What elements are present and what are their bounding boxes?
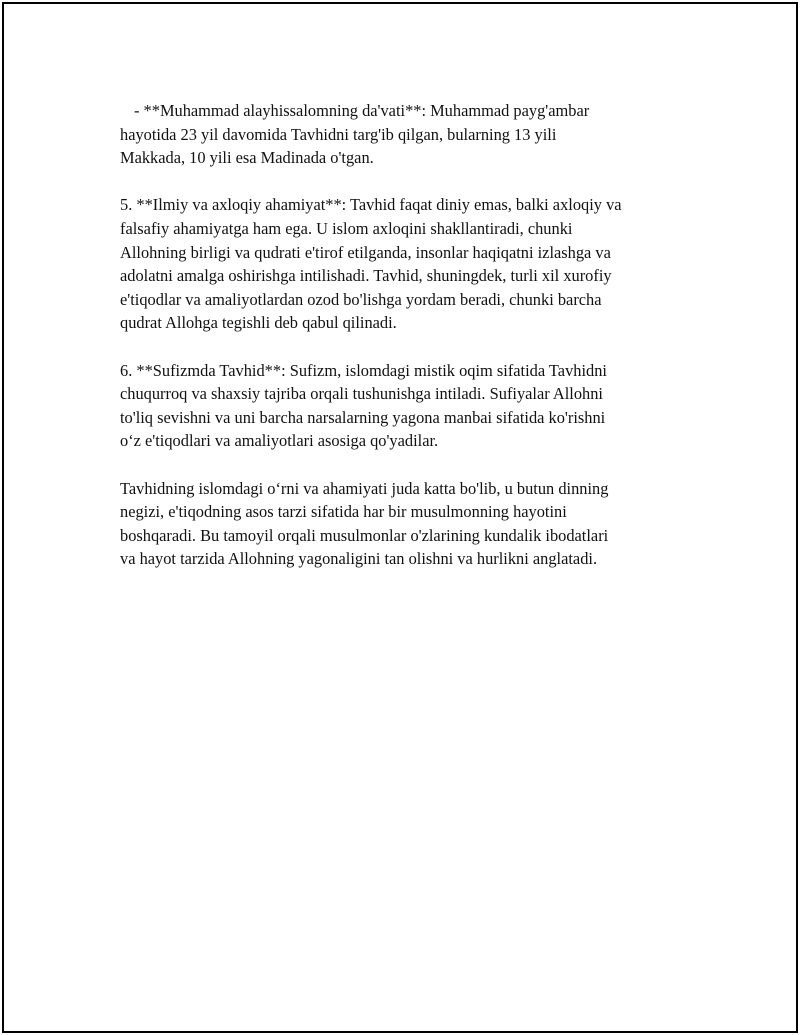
text-line: Allohning birligi va qudrati e'tirof etilganda, insonlar haqiqatni izlashga va: [120, 242, 611, 262]
paragraph-conclusion: [120, 477, 710, 571]
paragraph-sufizmda-tavhid: [120, 359, 710, 453]
text-line: adolatni amalga oshirishga intilishadi. Tavhid, shuningdek, turli xil xurofiy: [120, 266, 612, 286]
paragraph-ilmiy-axloqiy-ahamiyat: [120, 193, 710, 335]
text-line: e'tiqodlar va amaliyotlardan ozod bo'lishga yordam beradi, chunki barcha: [120, 289, 602, 309]
document-body: [120, 99, 710, 594]
document-page: [2, 2, 798, 1033]
text-line: 5. **Ilmiy va axloqiy ahamiyat**: Tavhid faqat diniy emas, balki axloqiy va: [120, 195, 622, 215]
text-line: hayotida 23 yil davomida Tavhidni targ'ib qilgan, bularning 13 yili: [120, 124, 557, 144]
text-line: chuqurroq va shaxsiy tajriba orqali tushunishga intiladi. Sufiyalar Allohni: [120, 384, 603, 404]
text-line: to'liq sevishni va uni barcha narsalarning yagona manbai sifatida ko'rishni: [120, 407, 606, 427]
paragraph-muhammad-davati: [120, 99, 710, 170]
text-line: negizi, e'tiqodning asos tarzi sifatida har bir musulmonning hayotini: [120, 502, 567, 522]
text-line: - **Muhammad alayhissalomning da'vati**: Muhammad payg'ambar: [134, 101, 590, 120]
text-line: va hayot tarzida Allohning yagonaligini tan olishni va hurlikni anglatadi.: [120, 549, 598, 569]
text-line: qudrat Allohga tegishli deb qabul qilinadi.: [120, 313, 397, 333]
text-line: 6. **Sufizmda Tavhid**: Sufizm, islomdagi mistik oqim sifatida Tavhidni: [120, 360, 607, 380]
text-line: boshqaradi. Bu tamoyil orqali musulmonlar o'zlarining kundalik ibodatlari: [120, 525, 609, 545]
text-line: o‘z e'tiqodlari va amaliyotlari asosiga qo'yadilar.: [120, 431, 439, 451]
text-line: Tavhidning islomdagi o‘rni va ahamiyati juda katta bo'lib, u butun dinning: [120, 478, 609, 498]
text-line: Makkada, 10 yili esa Madinada o'tgan.: [120, 148, 374, 168]
text-line: falsafiy ahamiyatga ham ega. U islom axloqini shakllantiradi, chunki: [120, 218, 573, 238]
